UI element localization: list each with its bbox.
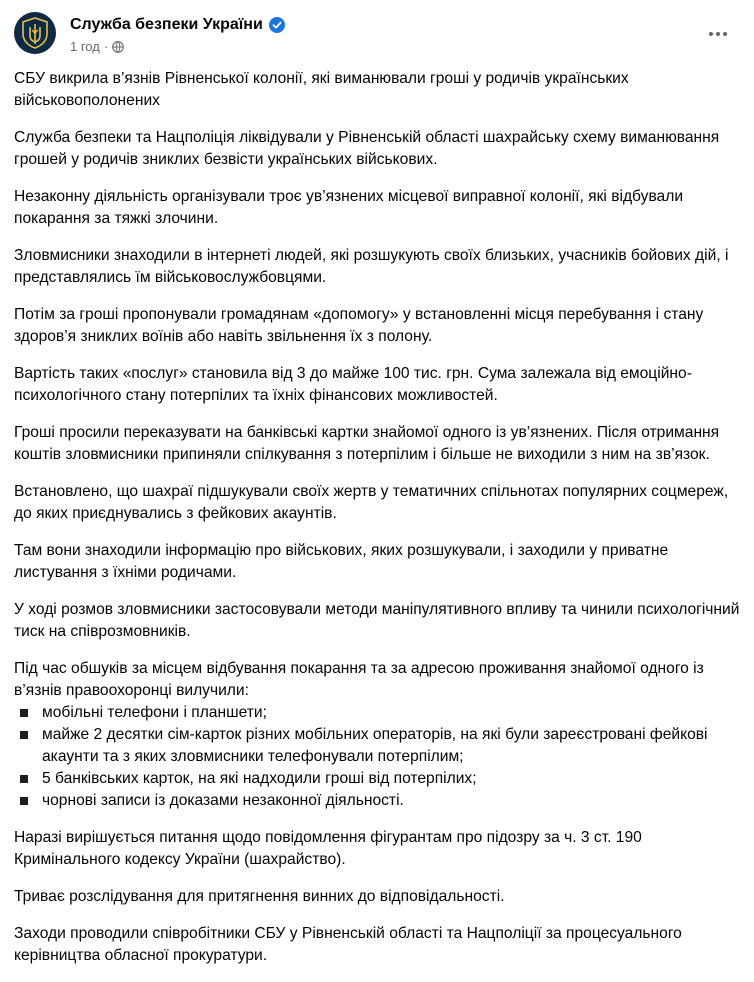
meta-separator: · — [103, 39, 109, 54]
post-paragraph: СБУ викрила в’язнів Рівненської колонії, які виманювали гроші у родичів українських військовополонених — [14, 70, 629, 109]
sbu-emblem-icon — [20, 16, 50, 50]
post-time[interactable]: 1 год — [70, 39, 100, 54]
bullet-square-icon — [20, 775, 28, 783]
post-paragraph: Заходи проводили співробітники СБУ у Рівненській області та Нацполіції за процесуального керівництва обласної прокуратури. — [14, 925, 682, 964]
post-text — [14, 68, 740, 982]
verified-badge-icon — [269, 17, 285, 33]
post-paragraph: Служба безпеки та Нацполіція ліквідували у Рівненській області шахрайську схему виманювання грошей у родичів зниклих безвісти українських військових. — [14, 129, 720, 168]
globe-icon[interactable] — [112, 41, 124, 53]
seized-items-list — [14, 702, 740, 812]
post-paragraph: Встановлено, що шахраї підшукували своїх жертв у тематичних спільнотах популярних соцмереж, до яких приєднувались з фейкових акаунтів. — [14, 483, 729, 522]
bullet-square-icon — [20, 731, 28, 739]
list-item: майже 2 десятки сім-карток різних мобільних операторів, на які були зареєстровані фейкові акаунти та з яких зловмисники телефонували потерпілим; — [14, 724, 740, 768]
post-paragraph: Незаконну діяльність організували троє ув’язнених місцевої виправної колонії, які відбували покарання за тяжкі злочини. — [14, 188, 684, 227]
post-paragraph: Там вони знаходили інформацію про військових, яких розшукували, і заходили у приватне листування з їхніми родичами. — [14, 542, 669, 581]
list-item: чорнові записи із доказами незаконної діяльності. — [14, 790, 740, 812]
bullet-square-icon — [20, 797, 28, 805]
bullet-square-icon — [20, 709, 28, 717]
page-name[interactable]: Служба безпеки України — [70, 16, 263, 33]
post-paragraph: Наразі вирішується питання щодо повідомлення фігурантам про підозру за ч. 3 ст. 190 Кримінального кодексу України (шахрайство). — [14, 829, 642, 868]
post-paragraph: Під час обшуків за місцем відбування покарання та за адресою проживання знайомої одного із в’язнів правоохоронці вилучили: — [14, 660, 704, 699]
more-options-icon[interactable] — [700, 22, 736, 46]
post-paragraph: Вартість таких «послуг» становила від 3 до майже 100 тис. грн. Сума залежала від емоційно-психологічного стану потерпілих та їхніх фінансових можливостей. — [14, 365, 692, 404]
post-paragraph: Гроші просили переказувати на банківські картки знайомої одного із ув’язнених. Після отримання коштів зловмисники припиняли спілкування з потерпілим і більше не виходили з ним на зв’язок. — [14, 424, 720, 463]
post-paragraph: Зловмисники знаходили в інтернеті людей, які розшукують своїх близьких, учасників бойових дій, і представлялись їм військовослужбовцями. — [14, 247, 729, 286]
post-paragraph: Потім за гроші пропонували громадянам «допомогу» у встановленні місця перебування і стану здоров’я зниклих воїнів або навіть звільнення їх з полону. — [14, 306, 704, 345]
post-header — [14, 12, 740, 62]
post-paragraph: Триває розслідування для притягнення винних до відповідальності. — [14, 888, 505, 905]
list-item: мобільні телефони і планшети; — [14, 702, 740, 724]
post-paragraph: У ході розмов зловмисники застосовували методи маніпулятивного впливу та чинили психологічний тиск на співрозмовників. — [14, 601, 740, 640]
avatar[interactable] — [14, 12, 56, 54]
list-item: 5 банківських карток, на які надходили гроші від потерпілих; — [14, 768, 740, 790]
